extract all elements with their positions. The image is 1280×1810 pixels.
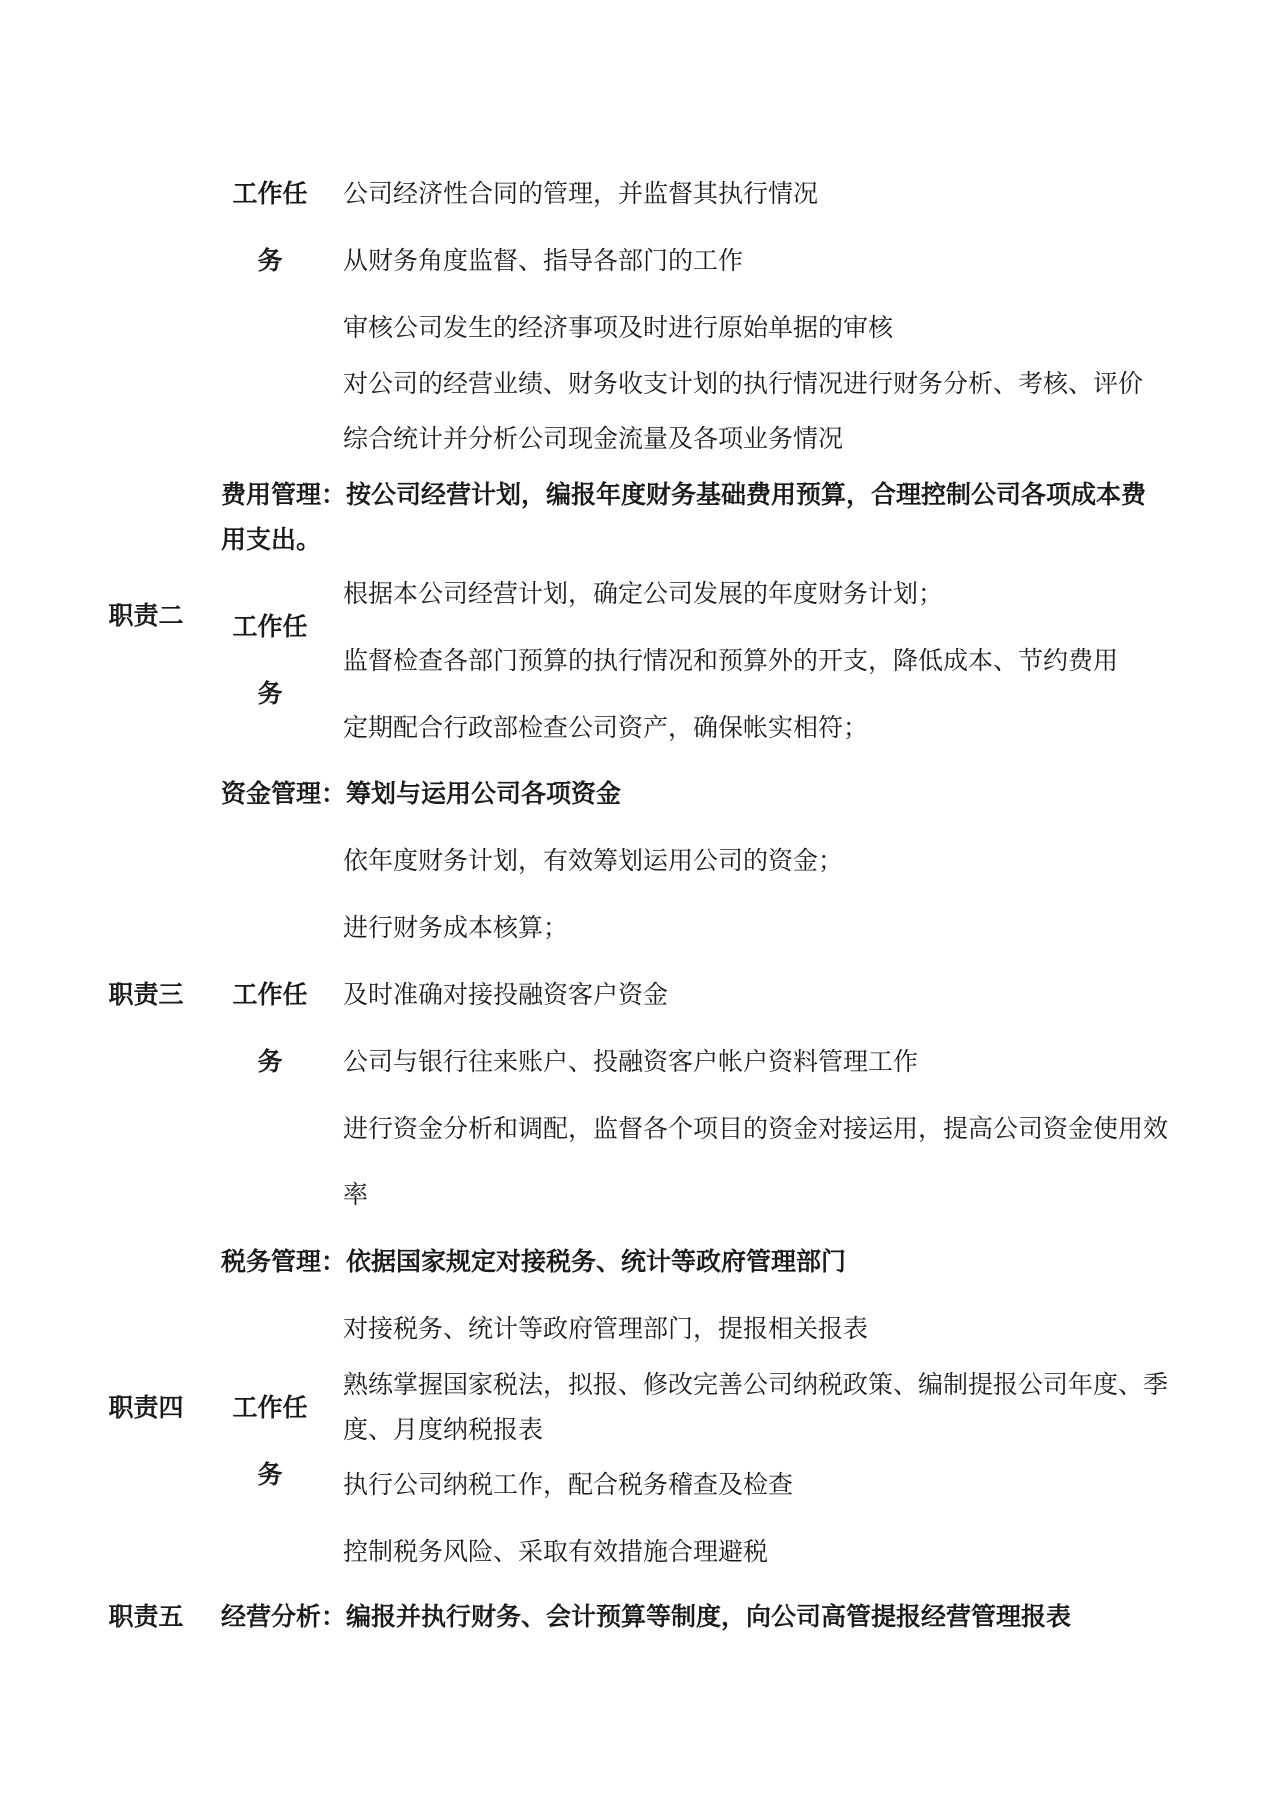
task-label-cont: 务 — [257, 246, 283, 275]
task-item: 对公司的经营业绩、财务收支计划的执行情况进行财务分析、考核、评价 — [343, 369, 1144, 398]
task-item: 公司与银行往来账户、投融资客户帐户资料管理工作 — [343, 1047, 919, 1076]
task-label-cont: 务 — [257, 1460, 283, 1489]
task-label-cont: 务 — [257, 679, 283, 708]
task-item: 依年度财务计划，有效筹划运用公司的资金； — [343, 846, 844, 875]
duty3-label: 职责三 — [108, 980, 184, 1009]
task-item: 进行资金分析和调配，监督各个项目的资金对接运用，提高公司资金使用效 — [343, 1114, 1169, 1143]
task-item: 审核公司发生的经济事项及时进行原始单据的审核 — [343, 313, 894, 342]
task-item: 控制税务风险、采取有效措施合理避税 — [343, 1537, 769, 1566]
task-label: 工作任 — [232, 179, 308, 208]
duty4-heading: 税务管理：依据国家规定对接税务、统计等政府管理部门 — [221, 1247, 847, 1276]
task-item: 监督检查各部门预算的执行情况和预算外的开支，降低成本、节约费用 — [343, 646, 1119, 675]
task-label: 工作任 — [232, 980, 308, 1009]
task-item: 及时准确对接投融资客户资金 — [343, 980, 669, 1009]
task-item: 执行公司纳税工作，配合税务稽查及检查 — [343, 1470, 794, 1499]
duty2-heading: 费用管理：按公司经营计划，编报年度财务基础费用预算，合理控制公司各项成本费 — [221, 480, 1147, 509]
task-item-cont: 度、月度纳税报表 — [343, 1415, 544, 1444]
duty5-label: 职责五 — [108, 1602, 184, 1631]
task-item: 定期配合行政部检查公司资产，确保帐实相符； — [343, 713, 869, 742]
duty2-heading-cont: 用支出。 — [221, 525, 322, 554]
task-item: 公司经济性合同的管理，并监督其执行情况 — [343, 179, 819, 208]
task-item: 进行财务成本核算； — [343, 913, 569, 942]
task-label-cont: 务 — [257, 1047, 283, 1076]
task-item: 熟练掌握国家税法，拟报、修改完善公司纳税政策、编制提报公司年度、季 — [343, 1370, 1169, 1399]
task-item: 根据本公司经营计划，确定公司发展的年度财务计划； — [343, 579, 944, 608]
duty4-label: 职责四 — [108, 1393, 184, 1422]
task-label: 工作任 — [232, 1393, 308, 1422]
duty5-heading: 经营分析：编报并执行财务、会计预算等制度，向公司高管提报经营管理报表 — [221, 1602, 1072, 1631]
duty3-heading: 资金管理：筹划与运用公司各项资金 — [221, 779, 622, 808]
duty2-label: 职责二 — [108, 601, 184, 630]
task-item: 综合统计并分析公司现金流量及各项业务情况 — [343, 424, 844, 453]
task-label: 工作任 — [232, 612, 308, 641]
task-item: 对接税务、统计等政府管理部门，提报相关报表 — [343, 1314, 869, 1343]
task-item: 从财务角度监督、指导各部门的工作 — [343, 246, 744, 275]
task-item-cont: 率 — [343, 1180, 369, 1209]
